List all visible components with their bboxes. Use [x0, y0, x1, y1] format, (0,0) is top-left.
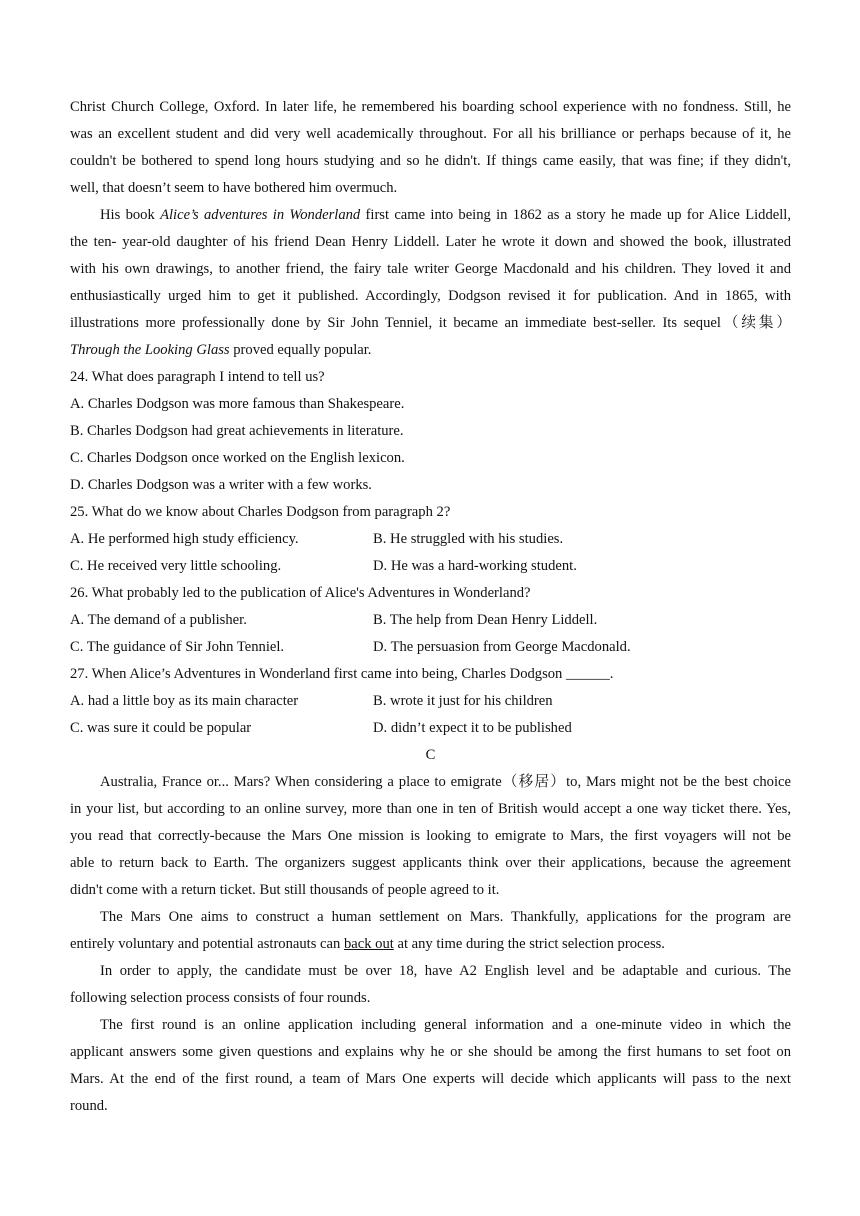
- paragraph-line: with his own drawings, to another friend, the fairy tale writer George Macdonald and his children. They loved it and: [70, 261, 791, 277]
- answer-option: A. had a little boy as its main character: [70, 693, 299, 709]
- paragraph-line: you read that correctly-because the Mars One mission is looking to emigrate to Mars, the first voyagers will not be: [70, 828, 791, 844]
- question-stem: 27. When Alice’s Adventures in Wonderland first came into being, Charles Dodgson ______.: [70, 666, 614, 682]
- paragraph-line: round.: [70, 1098, 108, 1114]
- answer-option: A. He performed high study efficiency.: [70, 531, 299, 547]
- answer-option: C. was sure it could be popular: [70, 720, 252, 736]
- paragraph-line: couldn't be bothered to spend long hours studying and so he didn't. If things came easily, that was fine; if they didn't,: [70, 153, 791, 169]
- option-row: [70, 688, 791, 715]
- option-row: [70, 715, 791, 742]
- answer-option: D. He was a hard-working student.: [373, 558, 577, 574]
- book-title: Through the Looking Glass: [70, 342, 230, 358]
- question-stem: 26. What probably led to the publication of Alice's Adventures in Wonderland?: [70, 585, 531, 601]
- paragraph-line: The Mars One aims to construct a human settlement on Mars. Thankfully, applications for the program are: [100, 909, 791, 925]
- answer-option: D. Charles Dodgson was a writer with a few works.: [70, 477, 372, 493]
- paragraph-line: well, that doesn’t seem to have bothered him overmuch.: [70, 180, 398, 196]
- paragraph-line: entirely voluntary and potential astronauts can back out at any time during the strict selection process.: [70, 936, 665, 952]
- paragraph-line: The first round is an online application including general information and a one-minute video in which the: [100, 1017, 791, 1033]
- paragraph-line: was an excellent student and did very well academically throughout. For all his brilliance or perhaps because of it, he: [70, 126, 791, 142]
- question-stem: 24. What does paragraph I intend to tell us?: [70, 369, 325, 385]
- answer-option: B. He struggled with his studies.: [373, 531, 564, 547]
- paragraph-line: Through the Looking Glass proved equally popular.: [70, 342, 372, 358]
- paragraph-line: applicant answers some given questions and explains why he or she should be among the first humans to set foot on: [70, 1044, 791, 1060]
- paragraph-line: able to return back to Earth. The organizers suggest applicants think over their applications, because the agreement: [70, 855, 791, 871]
- answer-option: C. Charles Dodgson once worked on the English lexicon.: [70, 450, 405, 466]
- paragraph-line: His book Alice’s adventures in Wonderland first came into being in 1862 as a story he made up for Alice Liddell,: [100, 207, 792, 223]
- answer-option: D. didn’t expect it to be published: [373, 720, 572, 736]
- question-stem: 25. What do we know about Charles Dodgson from paragraph 2?: [70, 504, 451, 520]
- paragraph-line: in your list, but according to an online survey, more than one in ten of British would accept a one way ticket there. Yes,: [70, 801, 791, 817]
- answer-option: A. Charles Dodgson was more famous than Shakespeare.: [70, 396, 405, 412]
- answer-option: C. The guidance of Sir John Tenniel.: [70, 639, 285, 655]
- book-title: Alice’s adventures in Wonderland: [160, 207, 361, 223]
- option-row: [70, 553, 791, 580]
- option-row: [70, 526, 791, 553]
- paragraph-line: enthusiastically urged him to get it published. Accordingly, Dodgson revised it for publication. And in 1865, with: [70, 288, 791, 304]
- answer-option: B. Charles Dodgson had great achievements in literature.: [70, 423, 404, 439]
- paragraph-line: Mars. At the end of the first round, a team of Mars One experts will decide which applicants will pass to the next: [70, 1071, 791, 1087]
- answer-option: B. wrote it just for his children: [373, 693, 553, 709]
- section-heading: C: [425, 747, 436, 763]
- document-page: [70, 94, 791, 1120]
- answer-option: B. The help from Dean Henry Liddell.: [373, 612, 598, 628]
- option-row: [70, 607, 791, 634]
- answer-option: D. The persuasion from George Macdonald.: [373, 639, 631, 655]
- paragraph-line: the ten- year-old daughter of his friend Dean Henry Liddell. Later he wrote it down and showed the book, illustrated: [70, 234, 791, 250]
- answer-option: A. The demand of a publisher.: [70, 612, 247, 628]
- paragraph-line: following selection process consists of four rounds.: [70, 990, 371, 1006]
- option-row: [70, 634, 791, 661]
- paragraph-line: Christ Church College, Oxford. In later life, he remembered his boarding school experience with no fondness. Still, he: [70, 99, 791, 115]
- underlined-phrase: back out: [343, 936, 394, 952]
- paragraph-line: illustrations more professionally done by Sir John Tenniel, it became an immediate best-seller. Its sequel（续集）: [70, 315, 791, 331]
- paragraph-line: In order to apply, the candidate must be over 18, have A2 English level and be adaptable and curious. The: [100, 963, 791, 979]
- paragraph-line: didn't come with a return ticket. But still thousands of people agreed to it.: [70, 882, 500, 898]
- answer-option: C. He received very little schooling.: [70, 558, 282, 574]
- paragraph-line: Australia, France or... Mars? When considering a place to emigrate（移居）to, Mars might not be the best choice: [100, 774, 791, 790]
